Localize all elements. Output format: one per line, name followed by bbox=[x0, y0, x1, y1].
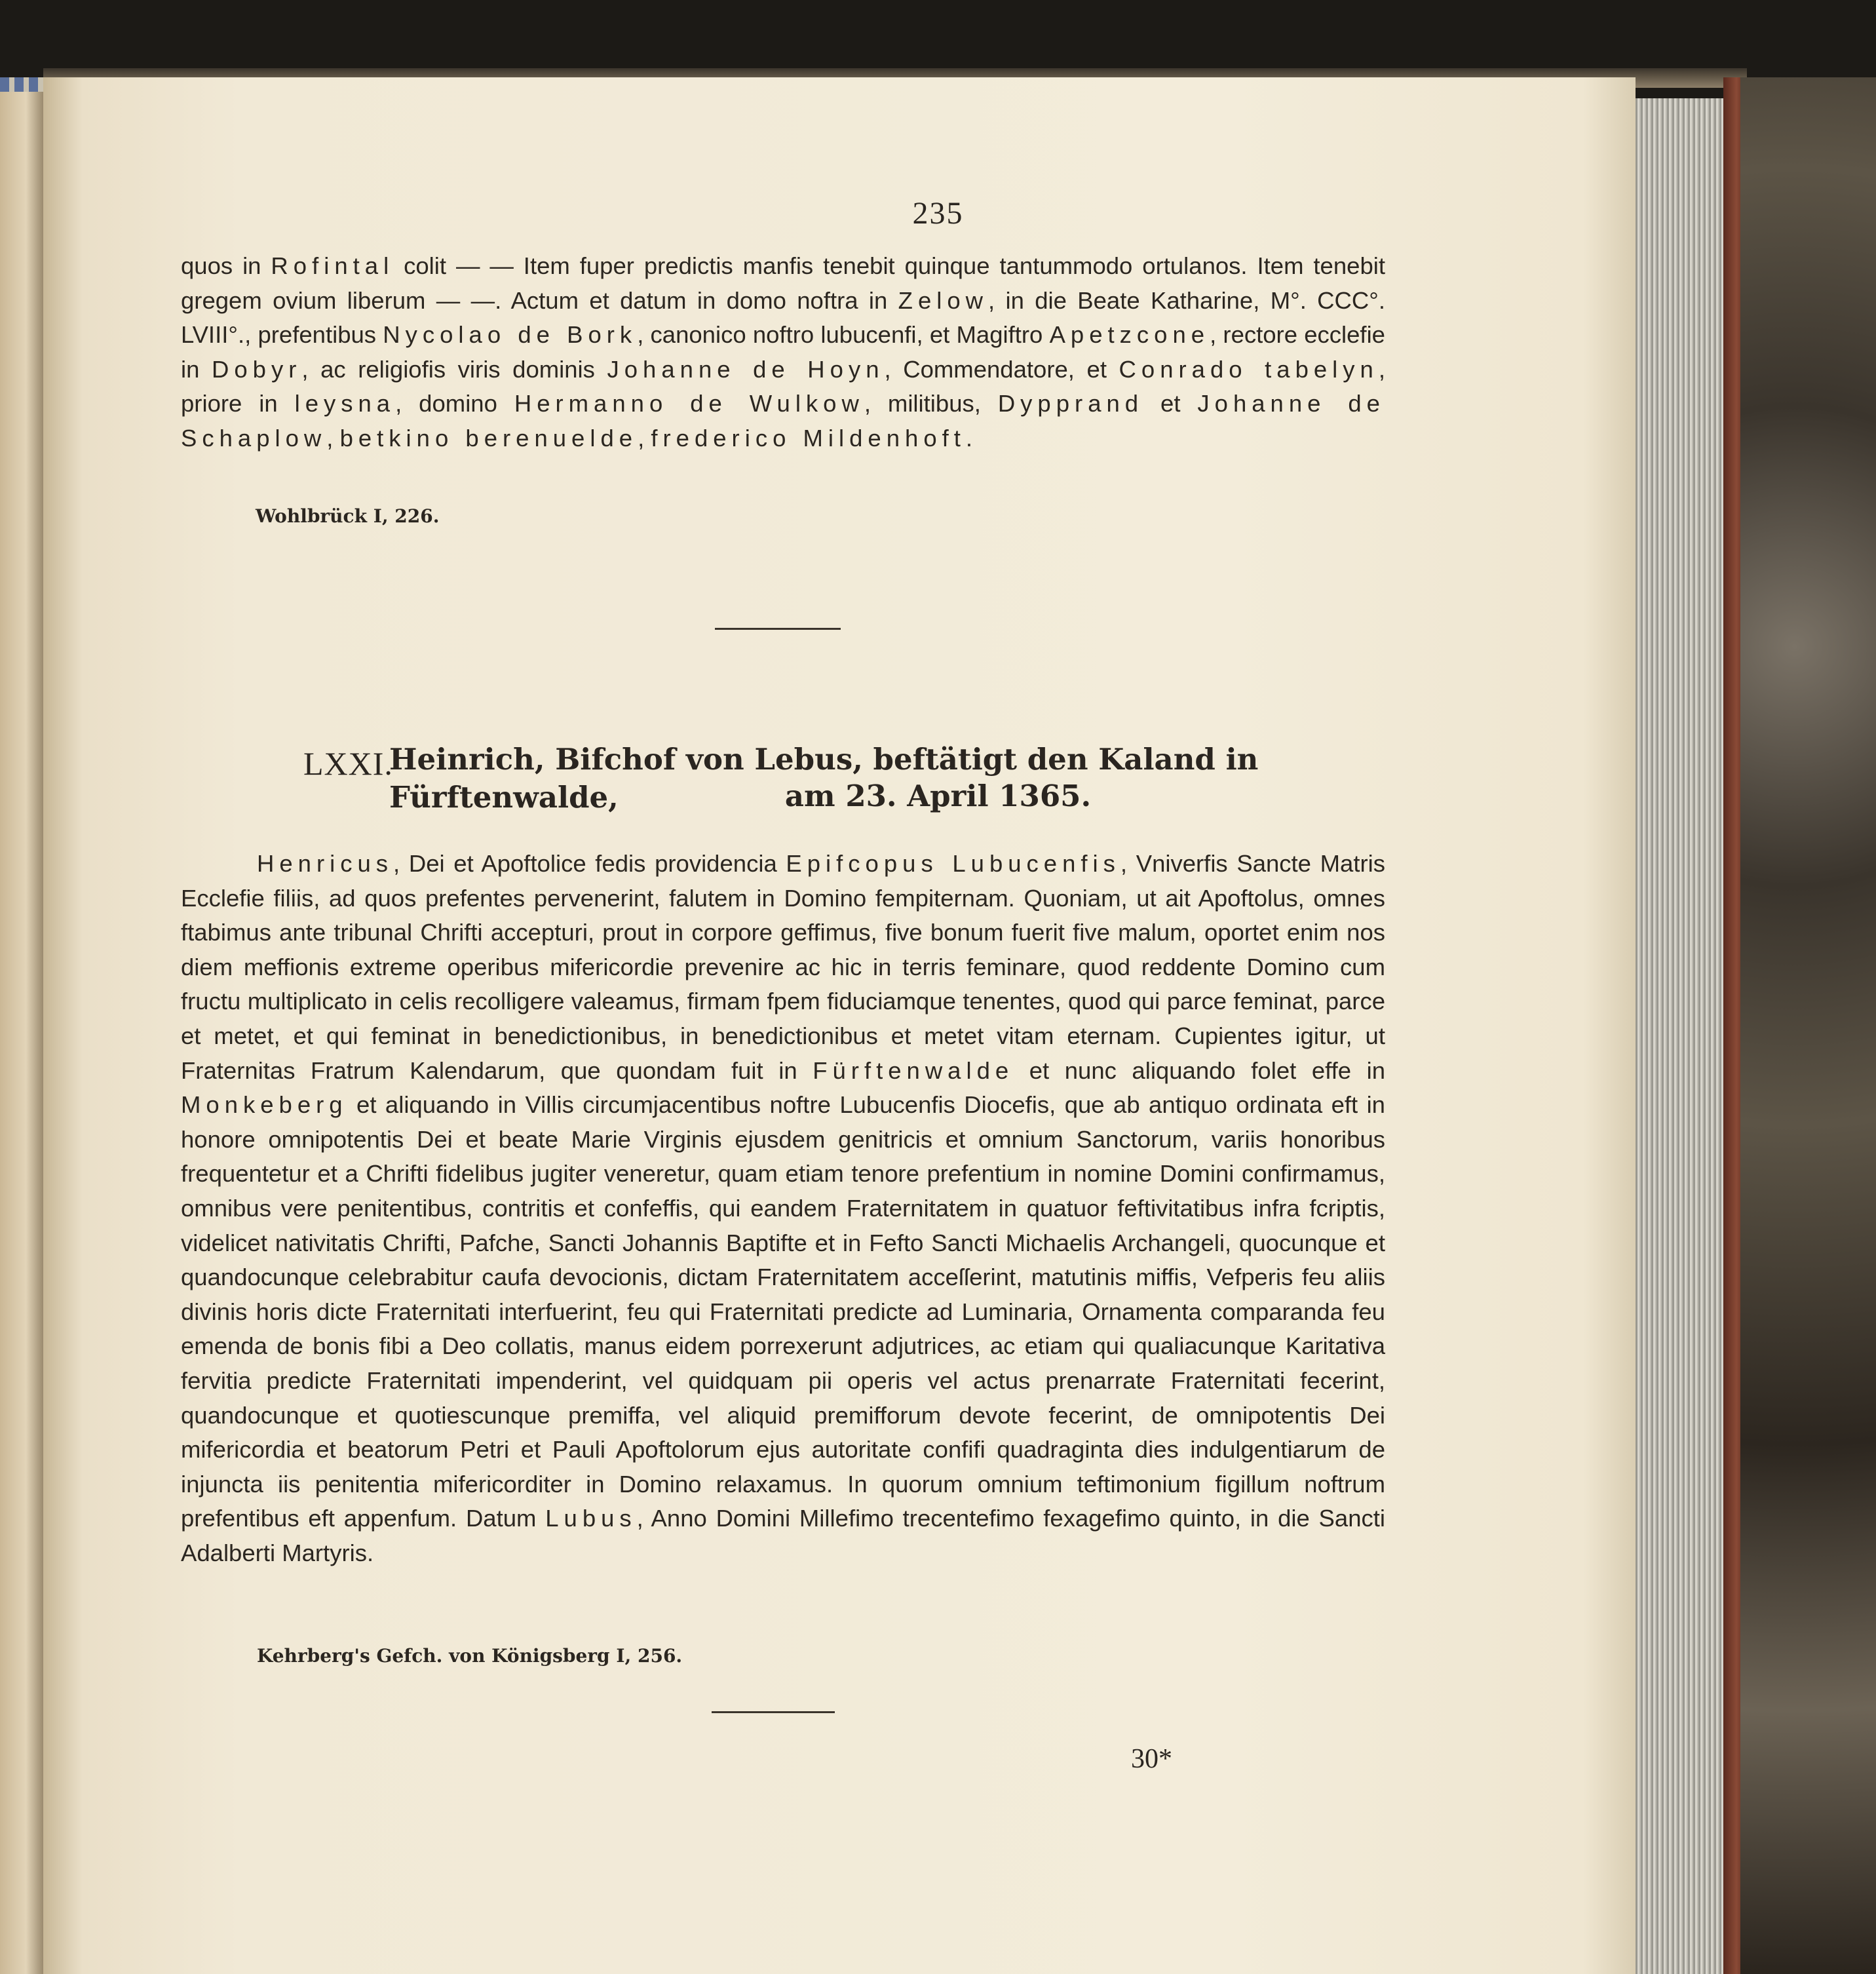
text-run: et aliquando in Villis circumjacentibus noftre Lubucenfis Diocefis, que ab antiquo ordinata eft in honore omnipotentis Dei et beate Marie Virginis ejusdem genitricis et omnium Sanctorum, variis honoribus frequentetur et a Chrifti fidelibus jugiter veneretur, quam etiam tenore prefentium in nomine Domini confirmamus, omnibus vere penitentibus, contritis et confeffis, qui eandem Fraternitatem in quatuor feftivitatibus infra fcriptis, videlicet nativitatis Chrifti, Pafche, Sancti Johannis Baptifte et in Fefto Sancti Michaelis Archangeli, quocunque et quandocunque celebrabitur caufa devocionis, dictam Fraternitatem acceſſerint, matutinis miffis, Vefperis feu aliis divinis horis dicte Fraternitati interfuerint, feu qui Fraternitati predicte ad Luminaria, Ornamenta comparanda feu emenda de bonis fibi a Deo collatis, manus eidem porrexerunt adjutrices, ac etiam qui qualiacunque Karitativa fervitia predicte Fraternitati impenderint, vel quidquam pii operis vel actus prenarrate Fraternitati fecerint, quandocunque et quotiescunque premiffa, vel aliquid premifforum devote fecerint, de omnipotentis Dei mifericordia et beatorum Petri et Pauli Apoftolorum ejus autoritate confifi quadraginta dies indulgentiarum de injuncta iis penitentia mifericorditer in Domino relaxamus. In quorum omnium teftimonium figillum noftrum prefentibus eft appenfum. Datum bbox=[181, 1091, 1385, 1532]
signature-mark: 30* bbox=[1131, 1744, 1172, 1774]
spaced-name: Rofintal bbox=[271, 252, 394, 279]
text-run: , in die Beate Katharine, M°. CCC°. LVIII°., prefentibus bbox=[181, 286, 1385, 349]
spaced-name: Johanne de Hoyn bbox=[607, 355, 885, 383]
page-number: 235 bbox=[912, 196, 964, 231]
spaced-name: betkino berenuelde bbox=[339, 424, 638, 452]
text-run: , ac religiofis viris dominis bbox=[301, 355, 607, 383]
spaced-name: Monkeberg bbox=[181, 1091, 348, 1119]
spaced-name: Henricus bbox=[257, 850, 394, 877]
text-run: , Anno Domini Millefimo trecentefimo fexagefimo quinto, in die Sancti Adalberti Martyris. bbox=[181, 1505, 1385, 1566]
text-run: et nunc aliquando folet effe in bbox=[1014, 1056, 1385, 1084]
text-run: colit — — Item fuper predictis manfis tenebit quinque tantummodo ortulanos. Item tenebit gregem ovium liberum — —. Actum et datum in domo noftra in bbox=[181, 252, 1386, 314]
spaced-name: Lubus bbox=[545, 1505, 637, 1532]
text-run: , militibus, bbox=[864, 390, 998, 417]
spaced-name: leysna bbox=[294, 390, 396, 417]
marbled-cover bbox=[1740, 77, 1876, 1974]
spaced-name: Johanne de Schaplow bbox=[181, 390, 1385, 452]
text-run: , bbox=[638, 424, 651, 452]
spaced-name: Dobyr bbox=[212, 355, 302, 383]
text-run: , priore in bbox=[181, 355, 1385, 417]
section-divider bbox=[712, 1711, 835, 1713]
text-run: , Dei et Apoftolice fedis providencia bbox=[393, 850, 786, 877]
document-title: Heinrich, Bifchof von Lebus, beftätigt den Kaland in Fürftenwalde, bbox=[389, 742, 1259, 815]
text-run: , canonico noftro lubucenfi, et Magiftro bbox=[637, 321, 1050, 349]
charter-text bbox=[181, 847, 1385, 1570]
document-number: LXXI. bbox=[303, 745, 393, 782]
spaced-name: Conrado tabelyn bbox=[1119, 355, 1379, 383]
spaced-name: Dypprand bbox=[997, 390, 1144, 417]
left-page-edge bbox=[0, 77, 43, 1974]
document-date: am 23. April 1365. bbox=[784, 779, 1092, 813]
text-run: , Vniverfis Sancte Matris Ecclefie filiis, ad quos prefentes pervenerint, falutem in Domino fempiternam. Quoniam, ut ait Apoftolus, omnes ftabimus ante tribunal Chrifti accepturi, prout in corpore geffimus, five bonum fuerit five malum, oportet enim nos diem meffionis extreme operibus mifericordie prevenire ac hic in terris feminare, quod reddente Domino cum fructu multiplicato in celis recolligere valeamus, firmam fpem fiduciamque tenentes, quod qui parce feminat, parce et metet, et qui feminat in benedictionibus, in benedictionibus et metet vitam eternam. Cupientes igitur, ut Fraternitas Fratrum Kalendarum, que quondam fuit in bbox=[181, 850, 1386, 1084]
spaced-name: Zelow bbox=[898, 286, 989, 314]
spaced-name: Apetzcone bbox=[1049, 321, 1210, 349]
text-run: , bbox=[326, 424, 340, 452]
text-run: , rectore ecclefie in bbox=[181, 321, 1385, 383]
source-citation: Kehrberg's Gefch. von Königsberg I, 256. bbox=[257, 1645, 683, 1667]
spaced-name: frederico Mildenhoft bbox=[651, 424, 966, 452]
spaced-name: Nycolao de Bork bbox=[383, 321, 638, 349]
text-run: , domino bbox=[395, 390, 514, 417]
text-run: , Commendatore, et bbox=[884, 355, 1119, 383]
spaced-name: Fürftenwalde bbox=[813, 1056, 1014, 1084]
text-run: . bbox=[965, 424, 973, 452]
text-run: et bbox=[1143, 390, 1198, 417]
spaced-name: Hermanno de Wulkow bbox=[514, 390, 864, 417]
paragraph-previous-document bbox=[181, 249, 1385, 456]
spaced-name: Epifcopus Lubucenfis bbox=[786, 850, 1120, 877]
source-citation: Wohlbrück I, 226. bbox=[256, 505, 440, 527]
section-divider bbox=[715, 628, 841, 630]
text-run: quos in bbox=[181, 252, 271, 279]
